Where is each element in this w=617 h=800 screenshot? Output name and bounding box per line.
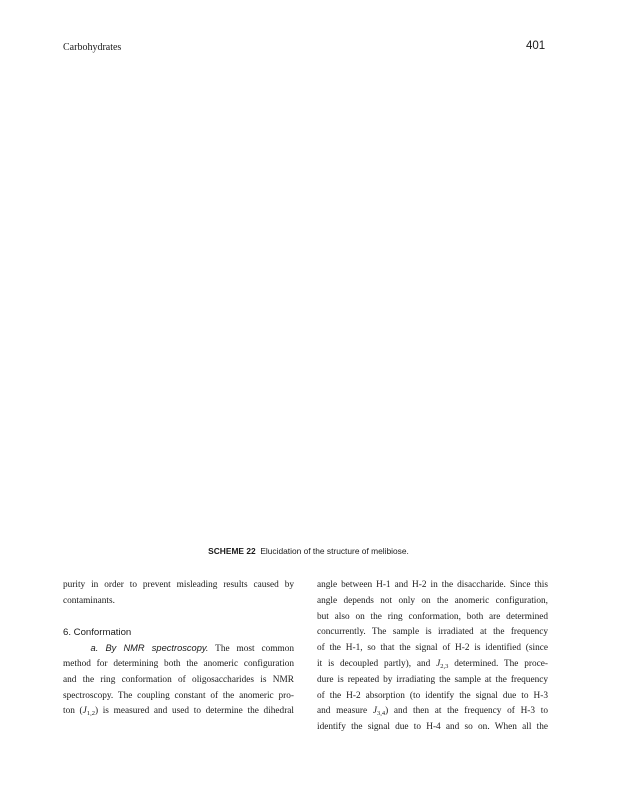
right-column: [317, 578, 548, 736]
text-line: angle between H-1 and H-2 in the disaccharide. Since this: [317, 580, 548, 590]
text-span: determined. The proce-: [448, 658, 548, 669]
page-number: 401: [526, 40, 546, 52]
text-line: contaminants.: [63, 595, 115, 606]
coupling-constant-subscript: 1,2: [86, 710, 95, 718]
text-span: ) and then at the frequency of H-3 to: [385, 706, 548, 717]
section-heading: 6. Conformation: [63, 627, 132, 639]
text-line: [317, 657, 548, 673]
text-span: ton (: [63, 706, 83, 717]
text-line: [317, 704, 548, 720]
text-line: and the ring conformation of oligosaccharides is NMR: [63, 674, 294, 685]
text-line: method for determining both the anomeric configuration: [63, 658, 294, 669]
text-span: The most common: [215, 644, 294, 655]
coupling-constant-subscript: 2,3: [440, 662, 449, 670]
left-column: [63, 578, 294, 720]
subsection-heading: a. By NMR spectroscopy.: [90, 643, 209, 654]
scheme-label: SCHEME 22: [208, 546, 256, 556]
text-line: spectroscopy. The coupling constant of the anomeric pro-: [63, 690, 294, 701]
text-span: and measure: [317, 706, 373, 717]
text-line: purity in order to prevent misleading results caused by: [63, 580, 294, 590]
text-line: [63, 641, 294, 657]
coupling-constant-symbol: J: [82, 706, 87, 717]
running-title: Carbohydrates: [63, 42, 122, 53]
coupling-constant-symbol: J: [436, 658, 441, 669]
text-line: angle depends not only on the anomeric configuration,: [317, 595, 548, 606]
scheme-caption-text: Elucidation of the structure of melibiose.: [260, 546, 409, 556]
text-line: of the H-2 absorption (to identify the signal due to H-3: [317, 690, 548, 701]
coupling-constant-subscript: 3,4: [376, 710, 386, 718]
text-line: identify the signal due to H-4 and so on. When all the: [317, 722, 548, 733]
scheme-caption: [0, 546, 617, 556]
text-span: ) is measured and used to determine the dihedral: [94, 706, 294, 717]
text-line: [63, 704, 294, 720]
coupling-constant-symbol: J: [372, 706, 377, 717]
text-line: concurrently. The sample is irradiated at the frequency: [317, 627, 548, 638]
text-line: dure is repeated by irradiating the sample at the frequency: [317, 674, 548, 685]
text-line: but also on the ring conformation, both are determined: [317, 611, 548, 622]
text-line: of the H-1, so that the signal of H-2 is identified (since: [317, 643, 548, 654]
text-span: it is decoupled partly), and: [317, 658, 437, 669]
